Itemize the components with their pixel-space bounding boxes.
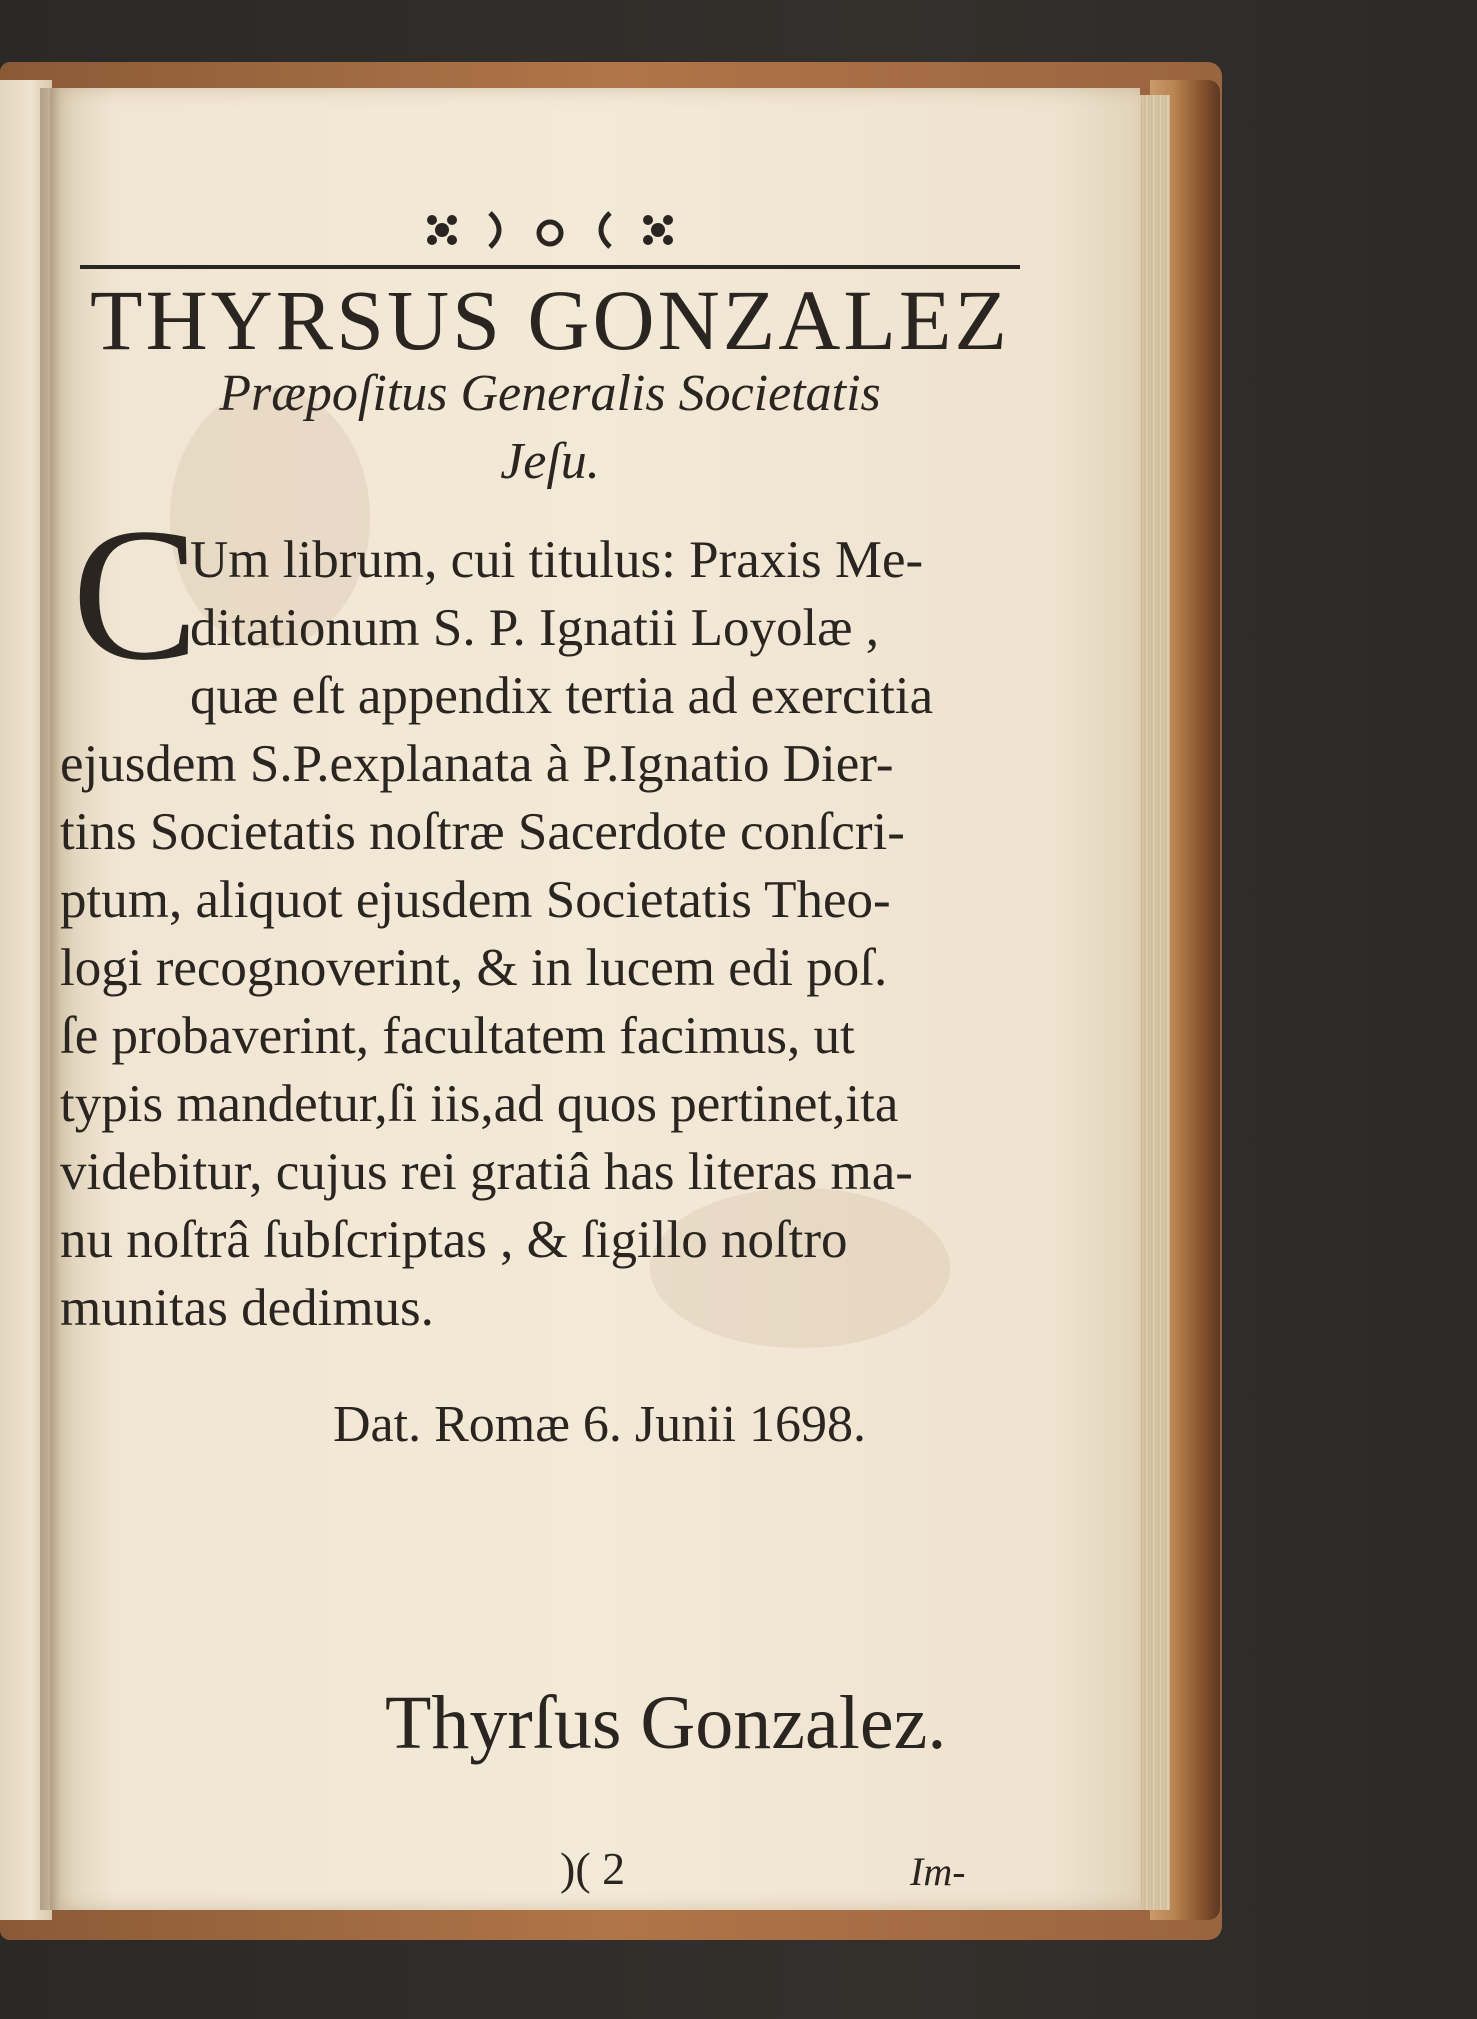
body-line: quæ eſt appendix tertia ad exercitia — [190, 667, 934, 725]
header-rule — [80, 265, 1020, 269]
body-line: ejusdem S.P.explanata à P.Ignatio Dier- — [60, 735, 894, 793]
signature: Thyrſus Gonzalez. — [385, 1681, 947, 1765]
body-line: ſe probaverint, facultatem facimus, ut — [60, 1007, 855, 1065]
drop-cap: C — [72, 490, 199, 700]
body-line: Um librum, cui titulus: Praxis Me- — [190, 531, 924, 589]
body-line: logi recognoverint, & in lucem edi poſ. — [60, 939, 888, 997]
body-line: videbitur, cujus rei gratiâ has literas ma- — [60, 1143, 913, 1201]
subheading-line: Præpoſitus Generalis Societatis — [219, 365, 881, 422]
body-line: typis mandetur,ſi iis,ad quos pertinet,ita — [60, 1075, 899, 1133]
page-heading: THYRSUS GONZALEZ — [90, 272, 1010, 368]
signature-mark: )( 2 — [560, 1843, 626, 1894]
body-line: munitas dedimus. — [60, 1279, 434, 1337]
body-line: nu noſtrâ ſubſcriptas , & ſigillo noſtro — [60, 1211, 848, 1269]
body-line: ptum, aliquot ejusdem Societatis Theo- — [60, 871, 891, 929]
body-line: tins Societatis noſtræ Sacerdote conſcri- — [60, 803, 905, 861]
page-subheading — [80, 360, 1020, 496]
fleuron-ornament-icon — [420, 205, 680, 255]
body-line: ditationum S. P. Ignatii Loyolæ , — [190, 599, 880, 657]
catchword: Im- — [910, 1849, 966, 1894]
date-line: Dat. Romæ 6. Junii 1698. — [333, 1396, 867, 1453]
gutter-shadow — [40, 88, 60, 1910]
subheading-line: Jeſu. — [500, 433, 600, 490]
